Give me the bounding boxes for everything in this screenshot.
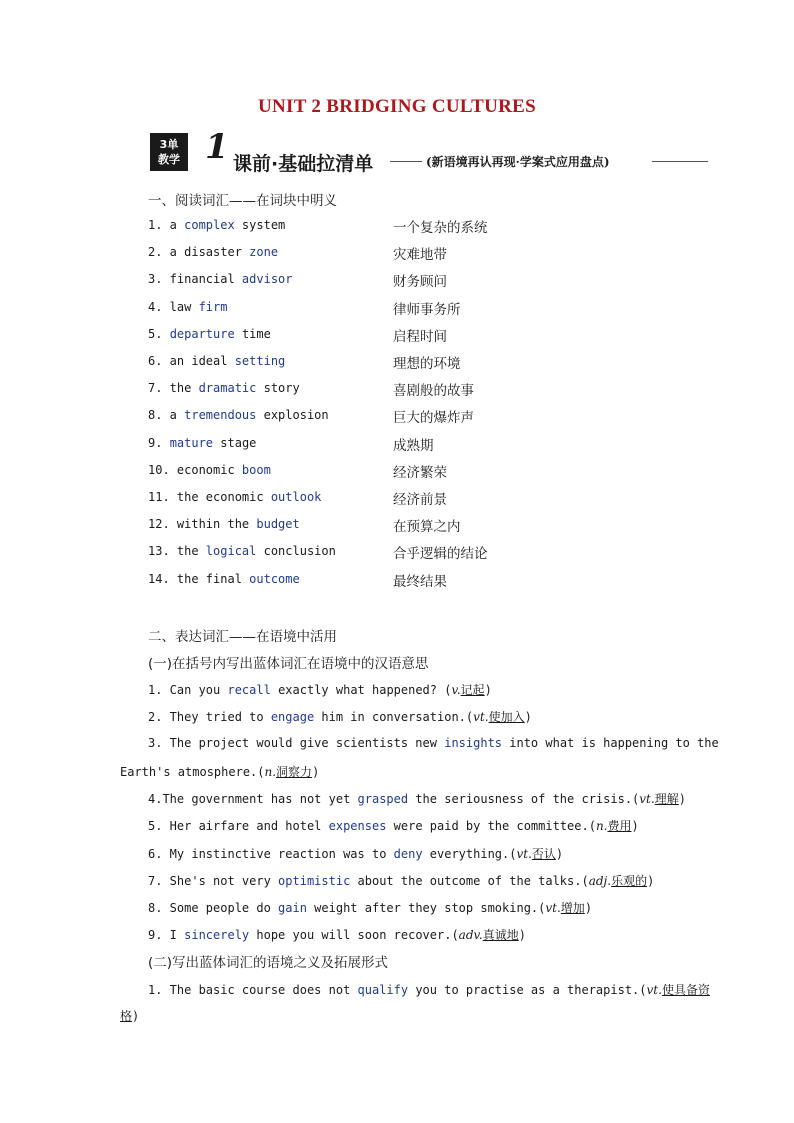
- vocab-translation: 巨大的爆炸声: [393, 410, 474, 427]
- sentence-text: him in conversation.(: [314, 710, 474, 724]
- sentence-text: 7. She's not very: [148, 874, 279, 888]
- sentence-text: exactly what happened? (: [270, 683, 452, 697]
- context-sentence: [148, 899, 592, 916]
- vocab-translation: 律师事务所: [393, 301, 461, 318]
- sentence-text: about the outcome of the talks.(: [350, 874, 589, 888]
- sentence-text: hope you will soon recover.(: [249, 928, 459, 942]
- sentence-text: Earth's atmosphere.(: [120, 765, 265, 779]
- phrase-text: 9.: [148, 435, 170, 450]
- phrase-text: explosion: [256, 408, 329, 423]
- vocab-translation: 经济繁荣: [393, 464, 447, 481]
- phrase-text: 13. the: [148, 544, 206, 559]
- banner-divider-left: [390, 161, 422, 162]
- part-of-speech: n.: [595, 819, 608, 833]
- vocab-phrase: [148, 327, 271, 341]
- section2-sub1: (一)在括号内写出蓝体词汇在语境中的汉语意思: [148, 656, 429, 672]
- vocab-translation: 一个复杂的系统: [393, 220, 488, 236]
- answer: 洞察力: [276, 765, 313, 779]
- context-sentence-continued: [120, 1007, 139, 1024]
- vocab-translation: 在预算之内: [393, 519, 461, 536]
- context-sentence: [148, 736, 719, 750]
- part-of-speech: vt.: [646, 983, 662, 997]
- banner-subtitle: (新语境再认再现·学案式应用盘点): [426, 155, 610, 169]
- phrase-text: 11. the economic: [148, 490, 271, 504]
- banner-number: 1: [205, 127, 229, 167]
- key-word: engage: [270, 710, 315, 724]
- phrase-text: 5.: [148, 326, 170, 341]
- context-sentence: [148, 926, 526, 943]
- phrase-text: stage: [213, 435, 257, 450]
- sentence-text: weight after they stop smoking.(: [306, 901, 546, 915]
- phrase-text: 2. a disaster: [148, 245, 250, 260]
- unit-title: UNIT 2 BRIDGING CULTURES: [257, 96, 537, 117]
- vocab-item: [148, 490, 708, 512]
- vocab-translation: 理想的环境: [393, 356, 461, 372]
- context-sentence: [148, 817, 639, 834]
- sentence-text: ): [484, 683, 492, 697]
- vocab-phrase: [148, 354, 285, 368]
- phrase-text: system: [234, 218, 286, 232]
- key-word: outcome: [249, 571, 300, 586]
- vocab-translation: 财务顾问: [393, 274, 447, 291]
- key-word: firm: [198, 299, 228, 314]
- phrase-text: time: [234, 326, 271, 341]
- vocab-item: [148, 300, 708, 322]
- answer: 格: [120, 1009, 133, 1023]
- banner-title: 课前·基础拉清单: [233, 153, 374, 175]
- part-of-speech: adv.: [458, 928, 483, 942]
- vocab-item: [148, 245, 708, 267]
- vocab-phrase: [148, 408, 329, 422]
- answer: 理解: [654, 792, 679, 806]
- key-word: expenses: [328, 819, 387, 833]
- vocab-item: [148, 544, 708, 566]
- sentence-text: 9. I: [148, 928, 185, 942]
- answer: 乐观的: [611, 874, 648, 888]
- sentence-text: were paid by the committee.(: [386, 819, 596, 833]
- context-sentence: [148, 981, 710, 998]
- key-word: optimistic: [278, 874, 351, 888]
- vocab-phrase: [148, 436, 256, 450]
- key-word: tremendous: [184, 408, 257, 423]
- sentence-text: 6. My instinctive reaction was to: [148, 847, 394, 861]
- key-word: recall: [227, 683, 271, 697]
- key-word: logical: [205, 544, 257, 559]
- key-word: grasped: [357, 792, 409, 806]
- phrase-text: 6. an ideal: [148, 354, 235, 368]
- sentence-text: 4.The government has not yet: [148, 792, 358, 806]
- answer: 否认: [531, 847, 556, 861]
- vocab-translation: 成熟期: [393, 437, 434, 454]
- vocab-phrase: [148, 490, 321, 504]
- banner-divider-right: [652, 161, 708, 162]
- lesson-badge: [150, 133, 188, 171]
- key-word: complex: [184, 218, 235, 232]
- key-word: sincerely: [184, 928, 250, 942]
- section2-heading: 二、表达词汇——在语境中活用: [148, 629, 337, 645]
- key-word: deny: [393, 847, 423, 861]
- key-word: dramatic: [198, 381, 257, 396]
- vocab-phrase: [148, 517, 300, 531]
- sentence-text: ): [584, 901, 593, 915]
- vocab-translation: 喜剧般的故事: [393, 383, 474, 400]
- part-of-speech: adj.: [588, 874, 612, 888]
- key-word: qualify: [357, 983, 409, 997]
- key-word: gain: [278, 901, 307, 915]
- badge-line2: 教学: [158, 153, 180, 166]
- vocab-item: [148, 408, 708, 430]
- part-of-speech: vt.: [473, 710, 489, 724]
- sentence-text: ): [518, 928, 526, 942]
- phrase-text: 3. financial: [148, 272, 242, 287]
- key-word: outlook: [270, 490, 322, 504]
- context-sentence: [148, 790, 686, 807]
- sentence-text: you to practise as a therapist.(: [408, 983, 647, 997]
- phrase-text: 14. the final: [148, 571, 250, 586]
- badge-line1: 3单: [159, 138, 179, 151]
- sentence-text: 8. Some people do: [148, 901, 279, 915]
- sentence-text: ): [678, 792, 686, 806]
- part-of-speech: n.: [264, 765, 277, 779]
- part-of-speech: vt.: [516, 847, 532, 861]
- section-banner: [150, 127, 710, 177]
- vocab-translation: 经济前景: [393, 492, 447, 508]
- vocab-phrase: [148, 218, 285, 232]
- vocab-phrase: [148, 463, 271, 477]
- answer: 使具备资: [661, 983, 710, 997]
- phrase-text: conclusion: [256, 544, 336, 559]
- vocab-phrase: [148, 544, 336, 558]
- key-word: setting: [234, 354, 286, 368]
- key-word: mature: [169, 435, 214, 450]
- vocab-phrase: [148, 272, 293, 286]
- sentence-text: the seriousness of the crisis.(: [408, 792, 640, 806]
- vocab-phrase: [148, 572, 300, 586]
- answer: 使加入: [488, 710, 525, 724]
- vocab-translation: 最终结果: [393, 573, 447, 590]
- key-word: departure: [169, 326, 235, 341]
- phrase-text: 4. law: [148, 299, 199, 314]
- context-sentence: [148, 872, 654, 889]
- sentence-text: ): [631, 819, 639, 833]
- sentence-text: ): [524, 710, 532, 724]
- phrase-text: 12. within the: [148, 517, 257, 532]
- phrase-text: story: [256, 381, 300, 396]
- sentence-text: 3. The project would give scientists new: [148, 736, 445, 750]
- answer: 费用: [607, 819, 632, 833]
- vocab-item: [148, 354, 708, 376]
- vocab-item: [148, 381, 708, 403]
- sentence-text: 5. Her airfare and hotel: [148, 819, 329, 833]
- sentence-text: everything.(: [422, 847, 517, 861]
- key-word: advisor: [241, 272, 293, 287]
- part-of-speech: vt.: [639, 792, 655, 806]
- phrase-text: 10. economic: [148, 462, 242, 477]
- context-sentence: [148, 845, 563, 862]
- vocab-item: [148, 327, 708, 349]
- section1-heading: 一、阅读词汇——在词块中明义: [148, 193, 337, 209]
- key-word: zone: [249, 245, 279, 260]
- context-sentence-continued: [120, 763, 319, 780]
- sentence-text: ): [647, 874, 655, 888]
- vocab-phrase: [148, 300, 227, 314]
- vocab-item: [148, 436, 708, 458]
- key-word: budget: [256, 517, 300, 532]
- vocab-item: [148, 272, 708, 294]
- context-sentence: [148, 681, 492, 698]
- key-word: insights: [444, 736, 503, 750]
- part-of-speech: v.: [451, 683, 461, 697]
- sentence-text: into what is happening to the: [502, 736, 719, 750]
- vocab-phrase: [148, 381, 300, 395]
- phrase-text: 7. the: [148, 381, 199, 396]
- vocab-translation: 合乎逻辑的结论: [393, 546, 488, 563]
- vocab-phrase: [148, 245, 278, 259]
- vocab-item: [148, 463, 708, 485]
- key-word: boom: [241, 462, 271, 477]
- phrase-text: 1. a: [148, 218, 185, 232]
- sentence-text: ): [555, 847, 564, 861]
- sentence-text: ): [132, 1009, 140, 1023]
- answer: 增加: [560, 901, 585, 915]
- phrase-text: 8. a: [148, 408, 185, 423]
- sentence-text: 2. They tried to: [148, 710, 271, 724]
- sentence-text: ): [312, 765, 320, 779]
- vocab-item: [148, 218, 708, 240]
- sentence-text: 1. The basic course does not: [148, 983, 358, 997]
- section2-sub2: (二)写出蓝体词汇的语境之义及拓展形式: [148, 955, 389, 971]
- context-sentence: [148, 708, 532, 725]
- vocab-item: [148, 517, 708, 539]
- vocab-translation: 启程时间: [393, 328, 447, 345]
- part-of-speech: vt.: [545, 901, 561, 915]
- answer: 真诚地: [482, 928, 519, 942]
- vocab-item: [148, 572, 708, 594]
- answer: 记起: [460, 683, 485, 697]
- vocab-translation: 灾难地带: [393, 247, 447, 264]
- sentence-text: 1. Can you: [148, 683, 228, 697]
